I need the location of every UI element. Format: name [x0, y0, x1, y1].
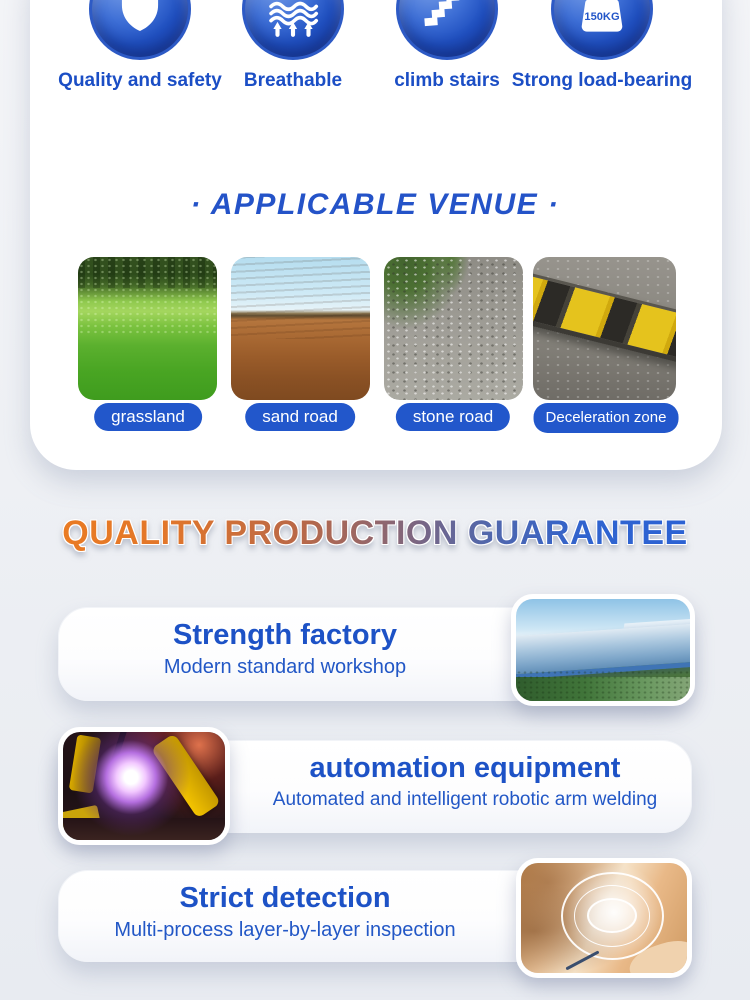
factory-aerial-photo [511, 594, 695, 706]
feature-label: climb stairs [394, 70, 500, 91]
stairs-icon [396, 0, 498, 60]
robotic-arm-welding-photo [58, 727, 230, 845]
welding-spark [63, 732, 225, 840]
venue-pill-deceleration-zone: Deceleration zone [534, 403, 679, 433]
sand-streak-texture [231, 257, 370, 339]
card-title: automation equipment [309, 752, 621, 784]
venue-photo-sand-road [231, 257, 370, 400]
card-subtitle: Multi-process layer-by-layer inspection [114, 919, 456, 941]
venue-pill-stone-road: stone road [396, 403, 510, 431]
venue-pill-grassland: grassland [94, 403, 202, 431]
stone-speckle-texture [384, 257, 523, 400]
venue-photo-stone-road [384, 257, 523, 400]
feature-breathable [242, 0, 344, 98]
card-text-strength-factory [80, 617, 490, 680]
breathable-icon [242, 0, 344, 60]
card-title: Strength factory [173, 619, 397, 651]
card-subtitle: Modern standard workshop [163, 656, 407, 678]
factory-tree-texture [516, 670, 690, 701]
shield-icon [89, 0, 191, 60]
venue-photo-grassland [78, 257, 217, 400]
feature-label: Quality and safety [58, 70, 222, 91]
inspection-photo [516, 858, 692, 978]
feature-climb-stairs [396, 0, 498, 98]
grass-speckle-texture [78, 257, 217, 336]
feature-label: Breathable [243, 70, 343, 91]
card-text-strict-detection [75, 880, 495, 943]
card-title: Strict detection [179, 882, 391, 914]
venue-title: · APPLICABLE VENUE · [190, 188, 560, 221]
card-text-automation-equipment [245, 750, 685, 813]
feature-quality-safety [58, 0, 222, 98]
feature-label: Strong load-bearing [511, 70, 693, 91]
guarantee-title: QUALITY PRODUCTION GUARANTEE [0, 514, 750, 553]
venue-photo-deceleration-zone [533, 257, 676, 400]
weight-icon [551, 0, 653, 60]
feature-load-bearing [511, 0, 693, 98]
card-subtitle: Automated and intelligent robotic arm welding [272, 789, 658, 810]
venue-pill-sand-road: sand road [245, 403, 355, 431]
weight-badge: 150KG [584, 10, 620, 23]
